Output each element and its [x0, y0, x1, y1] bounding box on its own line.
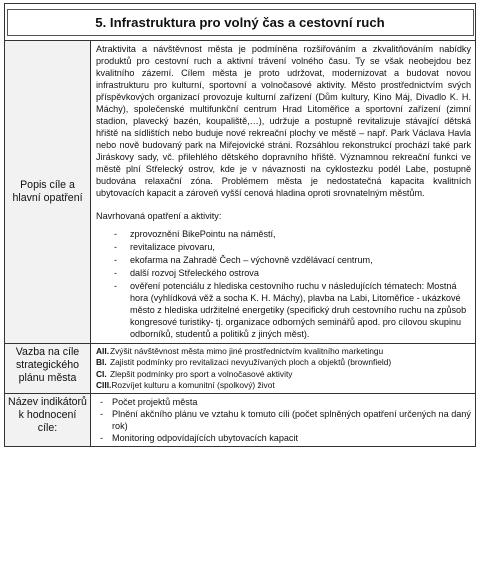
description-row	[5, 41, 476, 344]
description-content	[91, 41, 476, 344]
measure-item: - další rozvoj Střeleckého ostrova	[114, 267, 471, 279]
goals-row	[5, 344, 476, 394]
title-row	[5, 4, 476, 41]
indicators-row	[5, 394, 476, 447]
goal-number: AII.	[96, 346, 110, 356]
infrastructure-table	[4, 3, 476, 447]
goal-item	[96, 346, 471, 357]
measures-list	[96, 228, 471, 340]
indicator-item: - Počet projektů města	[100, 396, 471, 408]
goal-number: CI.	[96, 368, 107, 379]
goal-item	[96, 380, 471, 391]
section-title: 5. Infrastruktura pro volný čas a cestovní ruch	[7, 9, 474, 36]
goal-item	[96, 369, 471, 380]
indicators-content	[91, 394, 476, 447]
goal-number: CIII.	[96, 379, 112, 390]
title-cell	[5, 4, 476, 41]
indicator-item: - Plnění akčního plánu ve vztahu k tomuto cíli (počet splněných opatření určených na daný rok)	[100, 408, 471, 432]
goal-text: Rozvíjet kulturu a komunitní (spolkový) život	[111, 379, 275, 390]
goal-item	[96, 357, 471, 368]
indicators-label: Název indikátorů k hodnocení cíle:	[5, 394, 91, 447]
goals-label: Vazba na cíle strategického plánu města	[5, 344, 91, 394]
indicators-list	[96, 396, 471, 444]
measure-item: - zprovoznění BikePointu na náměstí,	[114, 228, 471, 240]
description-paragraph: Atraktivita a návštěvnost města je podmíněna rozšiřováním a zkvalitňováním nabídky produktů pro cestovní ruch a aktivní trávení volného času. Ty se však neobejdou bez kvalitního zázemí. Cílem města je proto udržovat, modernizovat a budovat novou infrastrukturu pro kulturní, sportovní a volnočasové aktivity. Město prostřednictvím svých příspěvkových organizací provozuje kulturní zařízení (Dům kultury, Kino Máj, Divadlo K. H. Máchy), společenské multifunkční centrum Hrad Litoměřice a sportovní zařízení (zimní stadion, plavecký bazén, koupaliště,…), udržuje a postupně revitalizuje stávající dětská hřiště na sídlištích nebo buduje nové rekreační plochy ve městě – např. Park Václava Havla nebo nově budovaný park na Miřejovické stráni. Rozsáhlou rekonstrukcí prochází také park Jiráskovy sady, vč. přilehlého dětského dopravního hřiště. Významnou rekreační funkci ve městě plní Střelecký ostrov, kde je v návaznosti na cyklostezku podél Labe, postupně budována relaxační zóna. Problémem města je nedostatečná kapacita kvalitních ubytovacích kapacit a zároveň vyšší cenová hladina oproti srovnatelným městům.	[96, 44, 471, 198]
goal-text: Zvýšit návštěvnost města mimo jiné prostřednictvím kvalitního marketingu	[110, 346, 384, 356]
description-label: Popis cíle a hlavní opatření	[5, 41, 91, 344]
proposed-measures-heading: Navrhovaná opatření a aktivity:	[96, 211, 222, 221]
indicator-item: - Monitoring odpovídajících ubytovacích kapacit	[100, 432, 471, 444]
goal-number: BI.	[96, 357, 107, 368]
measure-item: - ekofarma na Zahradě Čech – výchovně vzdělávací centrum,	[114, 254, 471, 266]
measure-item: - revitalizace pivovaru,	[114, 241, 471, 253]
goal-text: Zlepšit podmínky pro sport a volnočasové aktivity	[110, 368, 293, 379]
goals-content	[91, 344, 476, 394]
goal-text: Zajistit podmínky pro revitalizaci nevyužívaných ploch a objektů (brownfield)	[110, 357, 392, 368]
measure-item: - ověření potenciálu z hlediska cestovního ruchu v následujících tématech: Mostná hora (vyhlídková věž a socha K. H. Máchy), plavba na Labi, Litoměřice - ukázkové město z hlediska udržitelné energetiky (specifický druh cestovního ruchu na způsob kongresové turistiky- tj. organizace odborných seminářů apod. pro cílovou skupinu odborníků, studentů a politiků z jiných měst).	[114, 280, 471, 340]
